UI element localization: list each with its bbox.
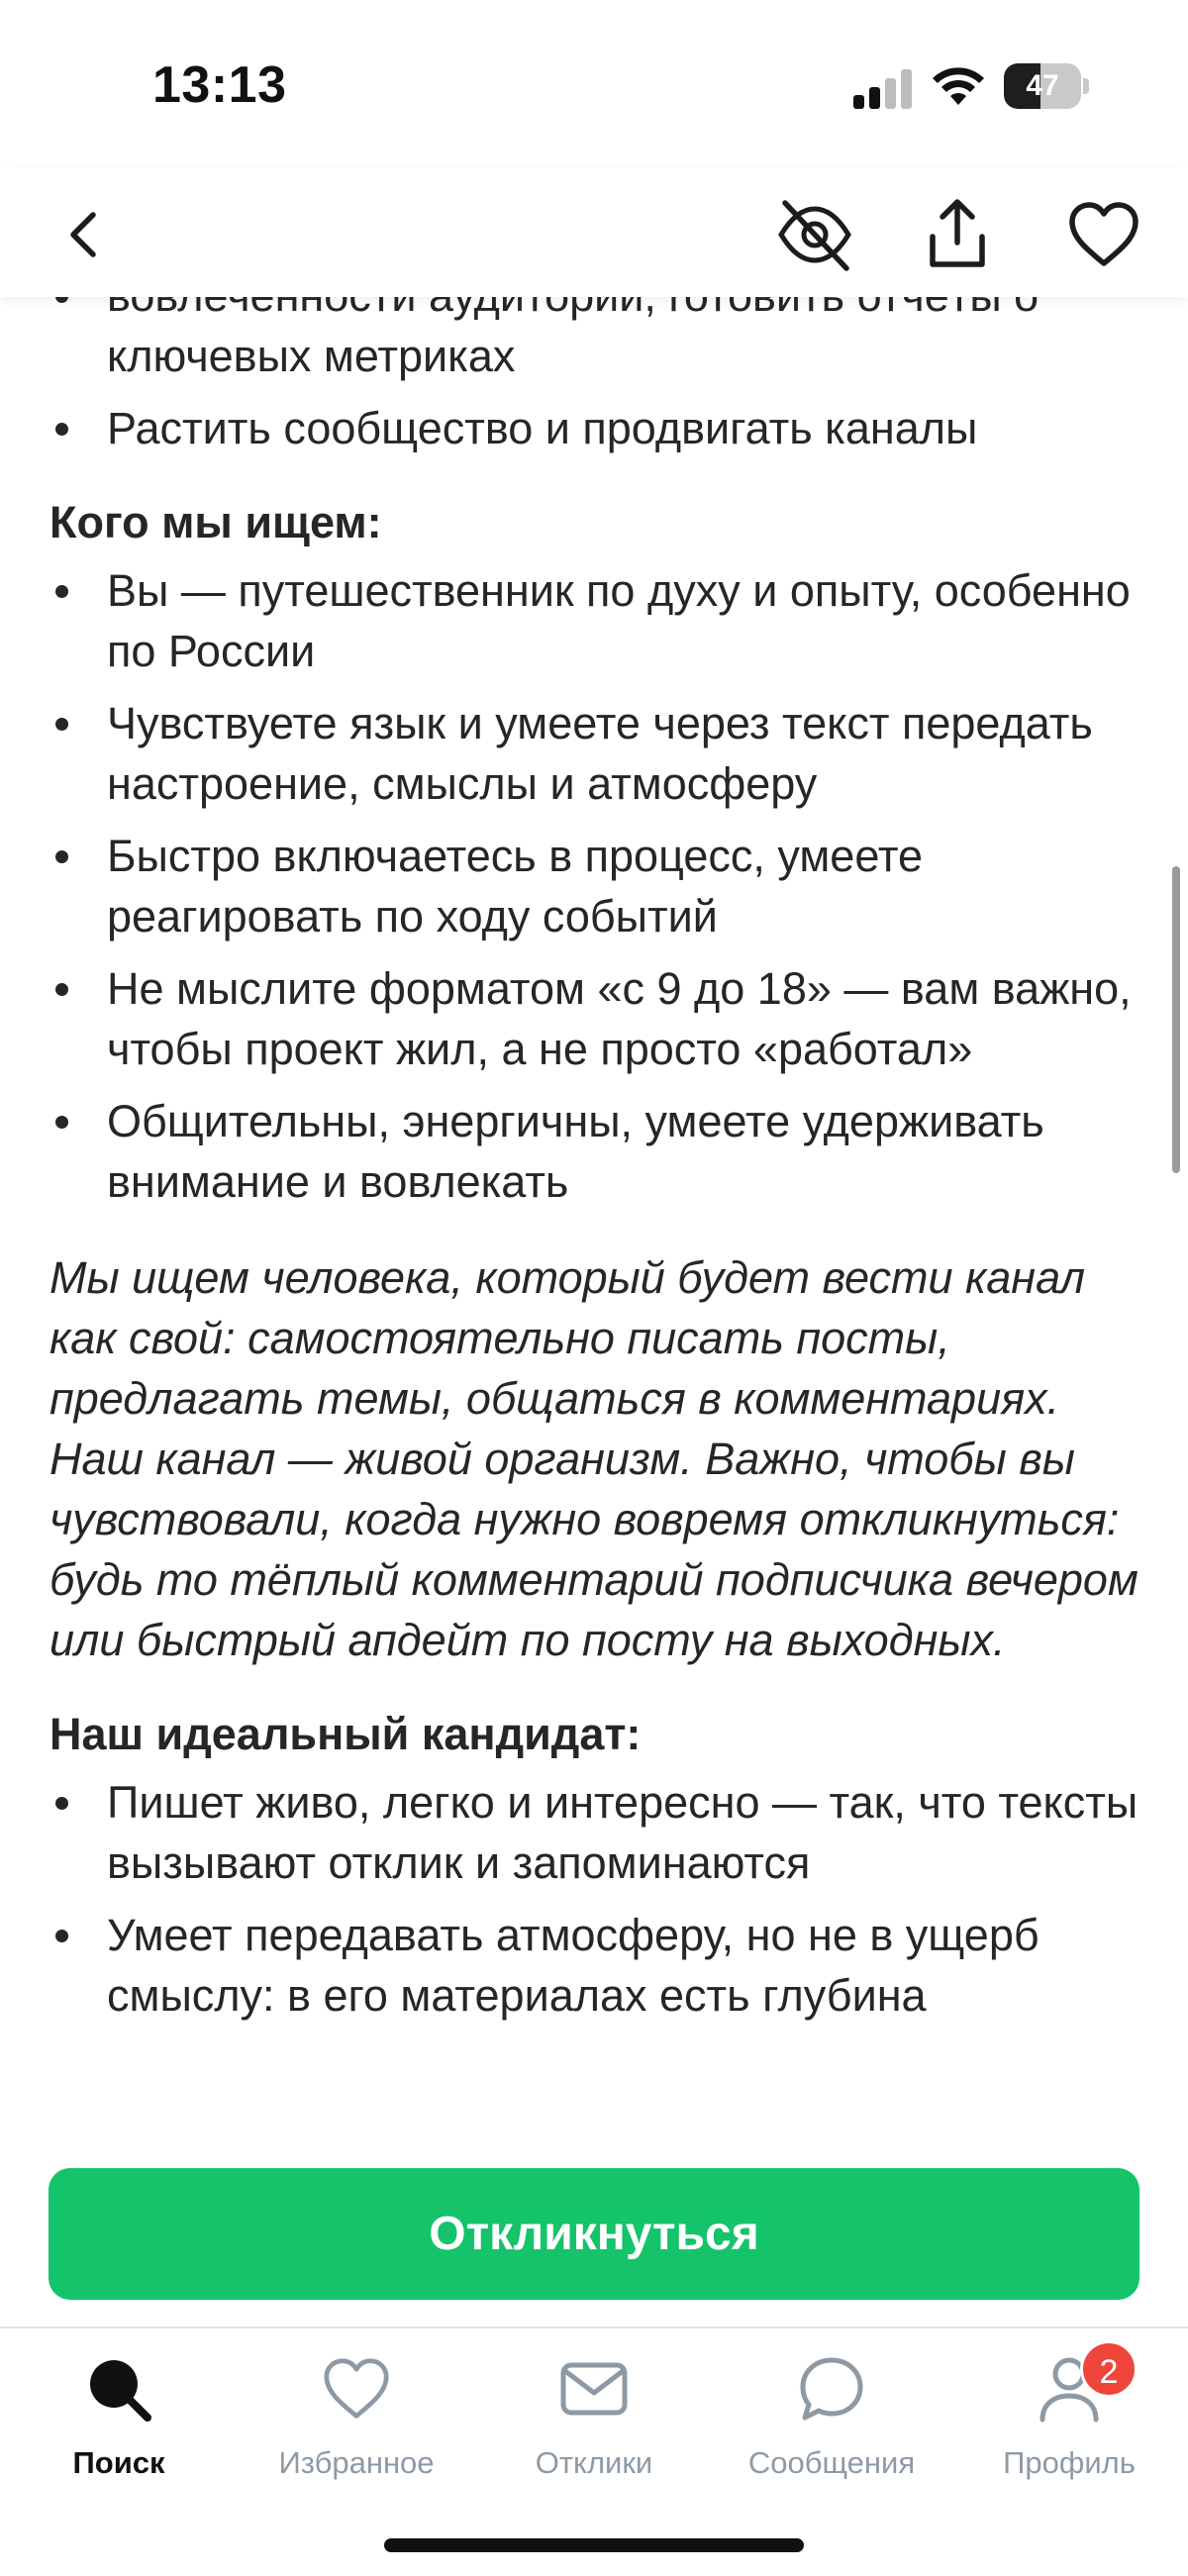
tab-label: Избранное [278,2445,435,2480]
apply-area [0,2148,1188,2327]
apply-button[interactable]: Откликнуться [49,2168,1139,2300]
back-button[interactable] [40,190,129,279]
nav-header [0,168,1188,297]
section-title: Наш идеальный кандидат: [50,1709,642,1759]
home-indicator [384,2538,804,2552]
tab-responses[interactable] [475,2346,713,2495]
signal-icon [853,69,915,109]
tab-messages[interactable] [713,2346,950,2495]
tab-favorites[interactable] [238,2346,475,2495]
heart-icon [322,2356,391,2422]
back-arrow-icon [59,205,109,264]
tab-label: Сообщения [747,2445,916,2480]
tab-label: Отклики [535,2445,653,2480]
list-item: Растить сообщество и продвигать каналы [50,398,1148,458]
section-title: Кого мы ищем: [50,497,382,547]
tab-label: Поиск [72,2445,165,2480]
search-icon [84,2354,153,2424]
share-button[interactable] [913,190,1002,279]
tab-profile[interactable] [950,2346,1188,2495]
description-quote: Мы ищем человека, который будет вести канал как свой: самостоятельно писать посты, предлагать темы, общаться в комментариях. Наш канал — живой организм. Важно, чтобы вы чувствовали, когда нужно вовремя откликнуться: будь то тёплый комментарий подписчика вечером или быстрый апдейт по посту на выходных. [50,1252,1138,1665]
hide-vacancy-button[interactable] [770,190,859,279]
wifi-icon [931,65,986,109]
list-item: Общительны, энергичны, умеете удерживать внимание и вовлекать [50,1091,1148,1212]
scrollbar[interactable] [1172,866,1180,1173]
list-item: Чувствуете язык и умеете через текст передать настроение, смыслы и атмосферу [50,693,1148,814]
battery-icon [1004,63,1089,109]
list-item: Не мыслите форматом «с 9 до 18» — вам важно, чтобы проект жил, а не просто «работал» [50,958,1148,1079]
status-bar [0,0,1188,168]
tab-search[interactable] [0,2346,238,2495]
list-item: Пишет живо, легко и интересно — так, что тексты вызывают отклик и запоминаются [50,1772,1148,1893]
status-time: 13:13 [152,56,287,114]
share-icon [923,195,992,274]
tab-label: Профиль [1003,2445,1136,2480]
eye-off-icon [775,195,854,274]
vacancy-description [0,257,1188,2148]
list-item: Быстро включаетесь в процесс, умеете реагировать по ходу событий [50,826,1148,946]
requirements-list [50,560,1148,1212]
tab-bar [0,2327,1188,2576]
list-item: ключевых метриках [50,265,1148,386]
notification-badge: 2 [1080,2340,1138,2398]
list-item: Умеет передавать атмосферу, но не в ущерб смыслу: в его материалах есть глубина [50,1905,1148,2026]
chat-bubble-icon [797,2354,866,2424]
list-item: Вы — путешественник по духу и опыту, особенно по России [50,560,1148,681]
favorite-button[interactable] [1059,190,1148,279]
battery-level: 47 [1026,69,1059,102]
mail-icon [559,2361,629,2417]
heart-icon [1067,200,1140,269]
ideal-candidate-list [50,1772,1148,2026]
